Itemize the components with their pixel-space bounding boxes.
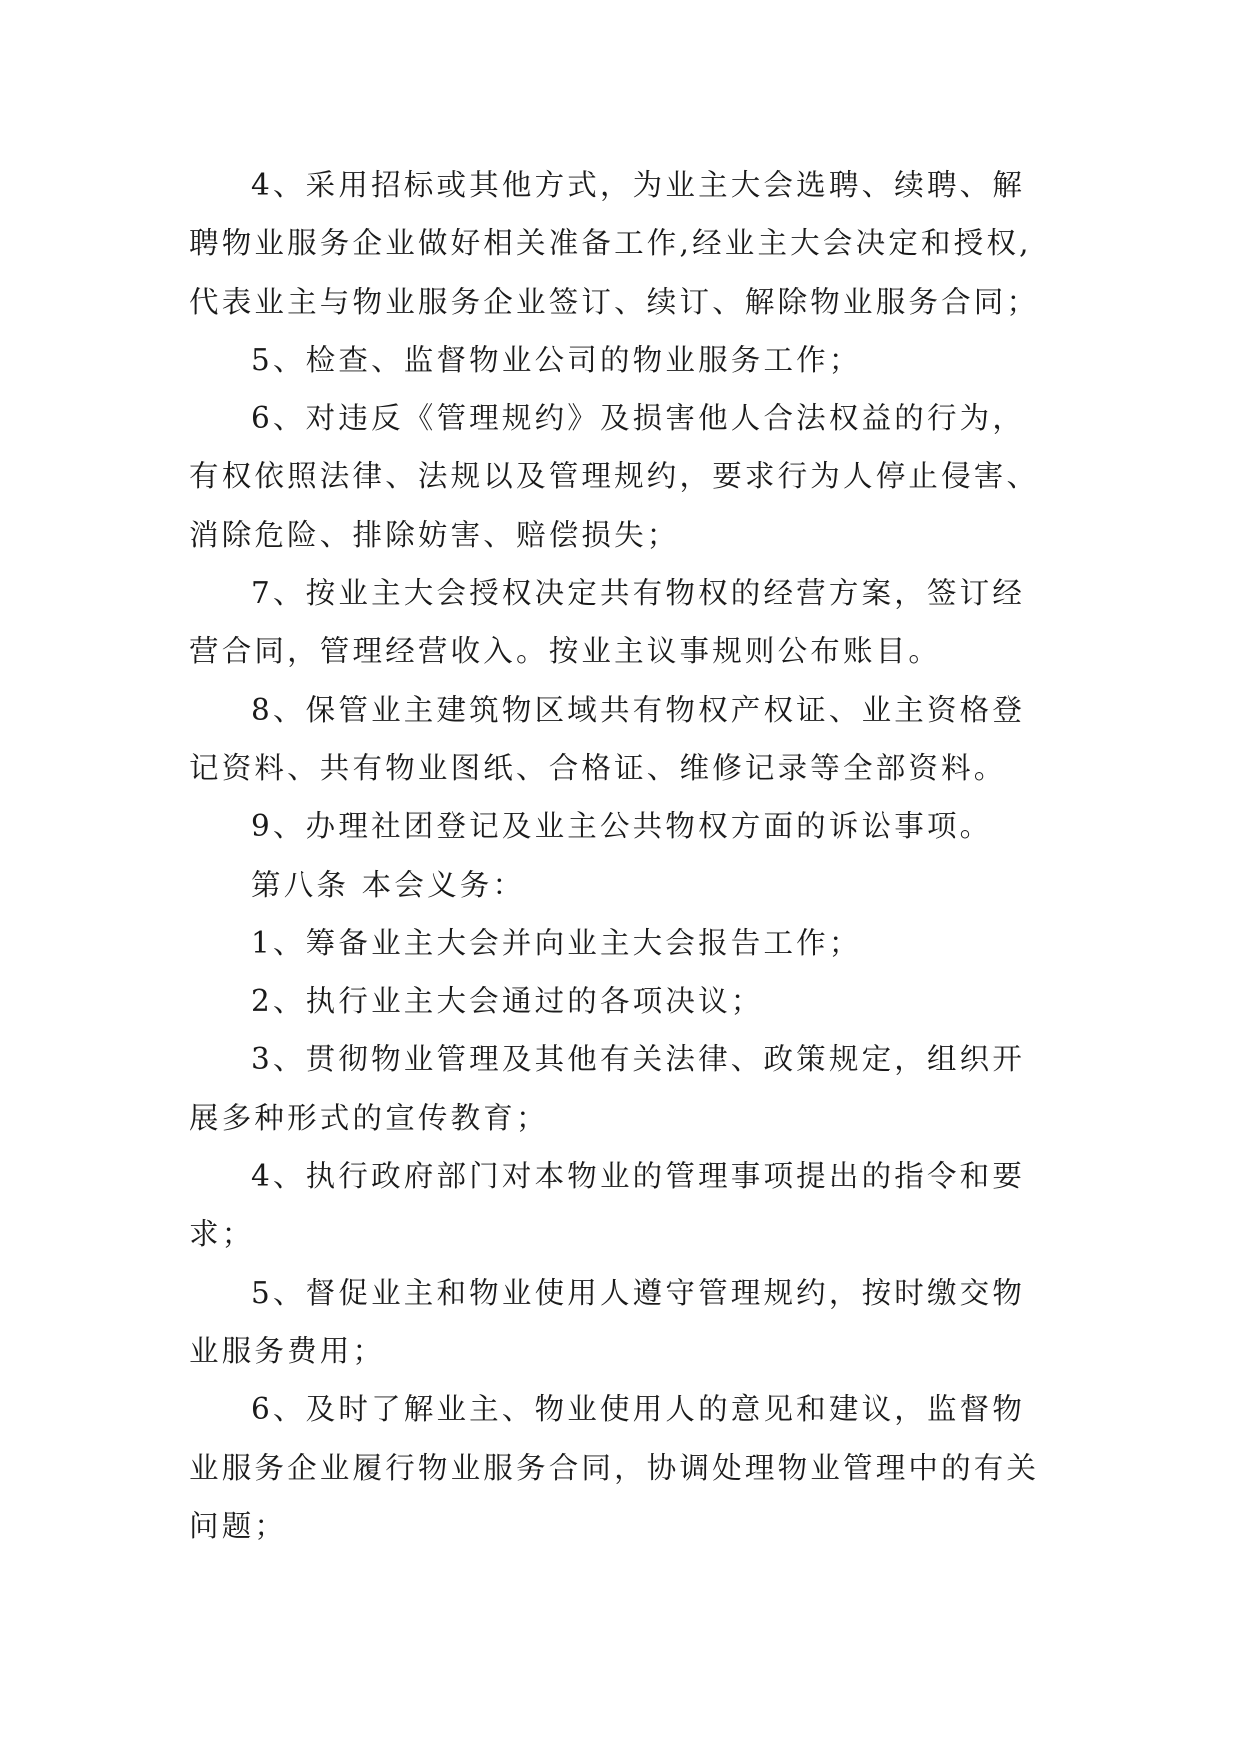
paragraph xyxy=(189,972,1059,1030)
paragraph-line: 有权依照法律、法规以及管理规约，要求行为人停止侵害、 xyxy=(189,459,1040,494)
paragraph xyxy=(189,1380,1059,1555)
paragraph-first-line: 1、筹备业主大会并向业主大会报告工作； xyxy=(251,925,862,960)
paragraph xyxy=(189,856,1059,914)
paragraph-line: 代表业主与物业服务企业签订、续订、解除物业服务合同； xyxy=(189,284,1040,319)
paragraph-line: 展多种形式的宣传教育； xyxy=(189,1100,549,1135)
paragraph-first-line: 3、贯彻物业管理及其他有关法律、政策规定，组织开 xyxy=(251,1042,1026,1077)
paragraph-line: 消除危险、排除妨害、赔偿损失； xyxy=(189,517,680,552)
paragraph-line: 问题； xyxy=(189,1508,288,1543)
paragraph xyxy=(189,389,1059,564)
paragraph-line: 记资料、共有物业图纸、合格证、维修记录等全部资料。 xyxy=(189,750,1007,785)
paragraph xyxy=(189,797,1059,855)
paragraph-first-line: 9、办理社团登记及业主公共物权方面的诉讼事项。 xyxy=(251,809,993,844)
paragraph xyxy=(189,1264,1059,1381)
paragraph-first-line: 5、检查、监督物业公司的物业服务工作； xyxy=(251,342,862,377)
paragraph xyxy=(189,564,1059,681)
paragraph xyxy=(189,1030,1059,1147)
paragraph-first-line: 8、保管业主建筑物区域共有物权产权证、业主资格登 xyxy=(251,692,1026,727)
paragraph-first-line: 7、按业主大会授权决定共有物权的经营方案，签订经 xyxy=(251,576,1026,611)
paragraph xyxy=(189,331,1059,389)
document-body xyxy=(189,156,1059,1555)
paragraph-line: 业服务企业履行物业服务合同，协调处理物业管理中的有关 xyxy=(189,1450,1040,1485)
paragraph-first-line: 6、对违反《管理规约》及损害他人合法权益的行为， xyxy=(251,401,1026,436)
paragraph xyxy=(189,681,1059,798)
paragraph xyxy=(189,156,1059,331)
paragraph-line: 聘物业服务企业做好相关准备工作,经业主大会决定和授权, xyxy=(189,226,1032,261)
paragraph-line: 求； xyxy=(189,1217,255,1252)
paragraph-line: 业服务费用； xyxy=(189,1333,386,1368)
paragraph-first-line: 2、执行业主大会通过的各项决议； xyxy=(251,984,764,1019)
paragraph-line: 营合同，管理经营收入。按业主议事规则公布账目。 xyxy=(189,634,942,669)
paragraph xyxy=(189,914,1059,972)
paragraph-first-line: 4、执行政府部门对本物业的管理事项提出的指令和要 xyxy=(251,1159,1026,1194)
paragraph xyxy=(189,1147,1059,1264)
paragraph-first-line: 5、督促业主和物业使用人遵守管理规约，按时缴交物 xyxy=(251,1275,1026,1310)
paragraph-first-line: 6、及时了解业主、物业使用人的意见和建议，监督物 xyxy=(251,1392,1026,1427)
paragraph-first-line: 4、采用招标或其他方式，为业主大会选聘、续聘、解 xyxy=(251,168,1026,202)
paragraph-first-line: 第八条 本会义务： xyxy=(251,867,526,902)
